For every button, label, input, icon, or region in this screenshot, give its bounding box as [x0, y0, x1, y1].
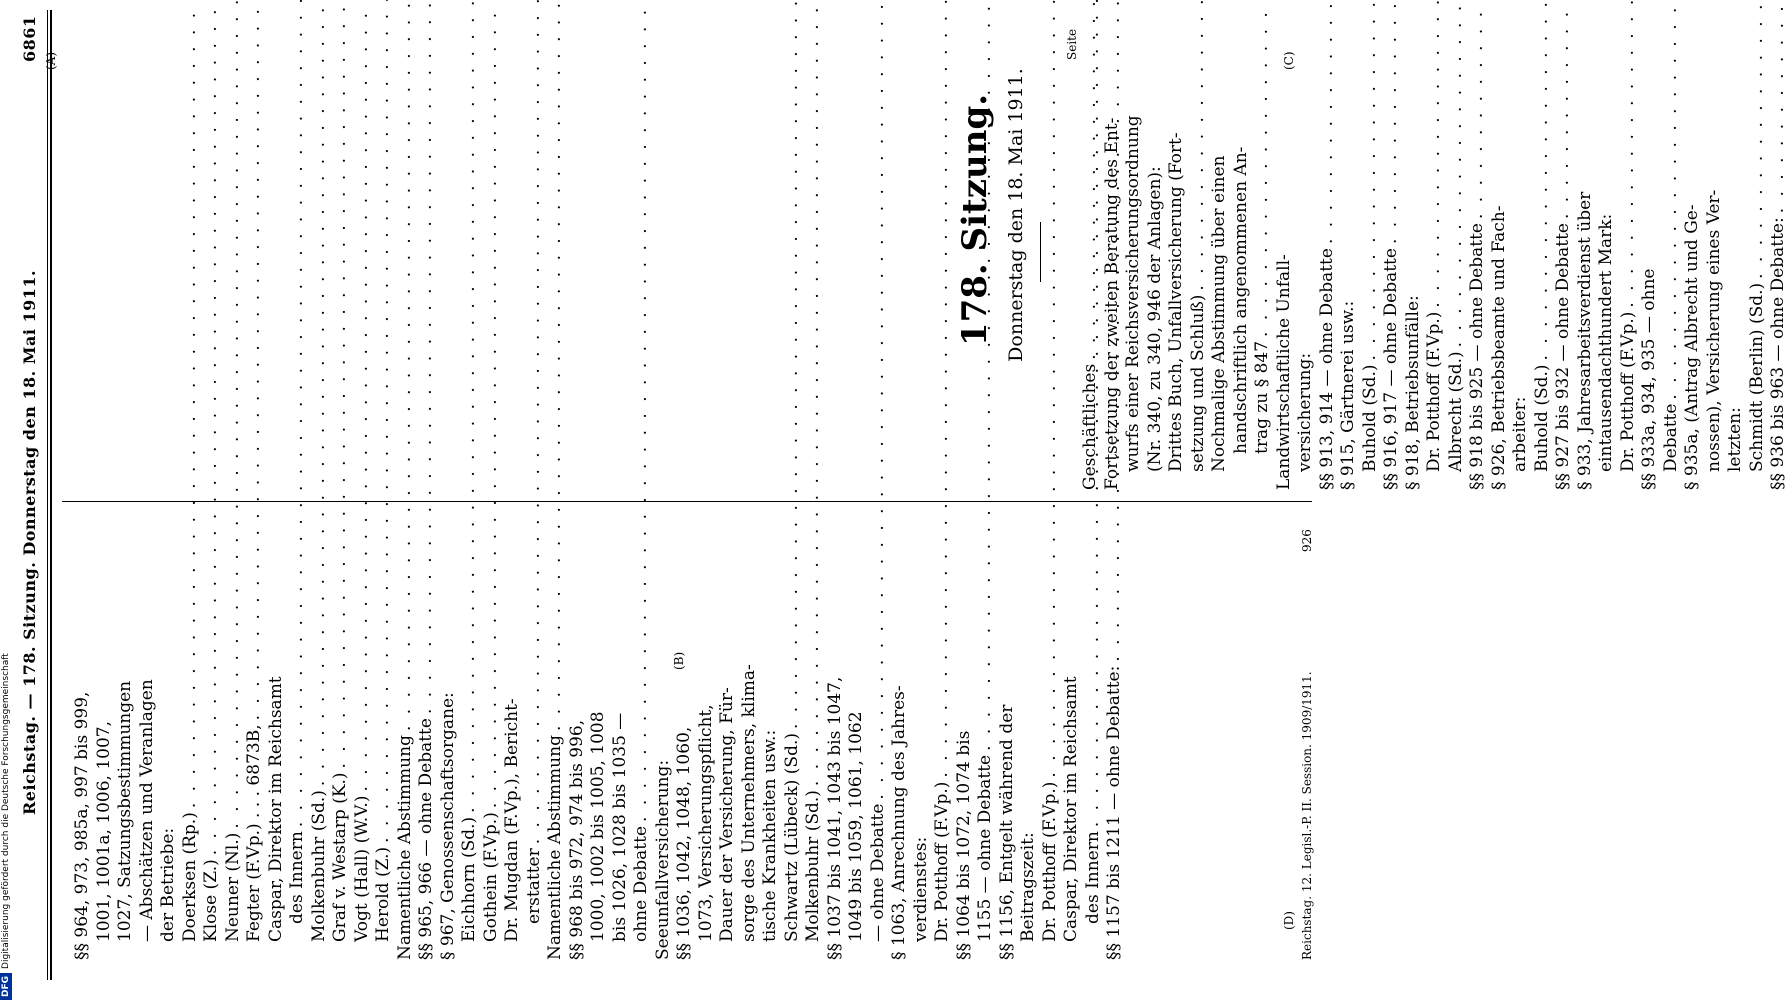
- toc-entry: [1274, 60, 1296, 490]
- toc-entry: [137, 520, 159, 960]
- toc-entry: [373, 520, 395, 960]
- toc-entry-text: §§ 933a, 934, 935 — ohne: [1639, 268, 1659, 490]
- toc-entry-text: Dauer der Versicherung, Für-: [717, 687, 737, 942]
- toc-entry-text: §§ 964, 973, 985a, 997 bis 999,: [72, 691, 92, 960]
- toc-entry-text: wurfs einer Reichsversicherungsordnung: [1123, 115, 1143, 472]
- toc-entry-text: §§ 968 bis 972, 974 bis 996,: [566, 719, 587, 960]
- toc-entry-text: Beitragszeit:: [1018, 832, 1038, 942]
- toc-entry: [1747, 60, 1769, 490]
- toc-entry: [610, 520, 632, 960]
- toc-entry-text: Landwirtschaftliche Unfall-: [1273, 254, 1294, 490]
- toc-entry: [997, 520, 1019, 960]
- toc-entry: [416, 520, 438, 960]
- toc-entry-text: des Innern: [287, 831, 307, 924]
- toc-entry: [739, 520, 761, 960]
- toc-entry: [438, 520, 460, 960]
- toc-entry: [696, 520, 718, 960]
- toc-entry: [1104, 520, 1126, 960]
- toc-entry-text: § 918, Betriebsunfälle:: [1402, 295, 1423, 490]
- toc-entry: [1467, 60, 1489, 490]
- toc-entry-leader: [782, 0, 804, 729]
- toc-entry: [717, 520, 739, 960]
- dfg-credit: [0, 0, 12, 1000]
- toc-entry-text: (Nr. 340, zu 340, 946 der Anlagen):: [1144, 166, 1165, 472]
- footer-left: Reichstag. 12. Legisl.-P. II. Session. 1909/1911.: [1300, 671, 1314, 960]
- toc-entry: [1338, 60, 1360, 490]
- toc-entry-leader: [1768, 0, 1790, 213]
- toc-entry: [395, 520, 417, 960]
- toc-entry: [825, 520, 847, 960]
- toc-entry-text: sorge des Unternehmers, klima-: [738, 664, 759, 942]
- toc-entry-text: Schmidt (Berlin) (Sd.): [1746, 282, 1767, 472]
- toc-entry-text: Vogt (Hall) (W.V.): [351, 795, 372, 942]
- toc-entry: [244, 520, 266, 960]
- toc-entry: [201, 520, 223, 960]
- toc-entry-leader: [1252, 0, 1274, 337]
- toc-entry: [760, 520, 782, 960]
- toc-right-column: [72, 520, 1126, 960]
- toc-entry: [94, 520, 116, 960]
- toc-entry-text: §§ 916, 917 — ohne Debatte: [1381, 248, 1401, 490]
- toc-entry: [1725, 60, 1747, 490]
- toc-entry-text: nossen), Versicherung eines Ver-: [1703, 189, 1724, 472]
- toc-entry-leader: [1747, 0, 1769, 279]
- toc-entry: [588, 520, 610, 960]
- toc-entry: [1209, 60, 1231, 490]
- toc-entry: [1317, 60, 1339, 490]
- toc-entry-text: Molkenbuhr (Sd.): [308, 790, 329, 942]
- toc-entry-leader: [868, 0, 890, 800]
- toc-entry-text: 1000, 1002 bis 1005, 1008: [588, 711, 608, 942]
- toc-entry-text: §§ 965, 966 — ohne Debatte: [416, 718, 436, 960]
- toc-entry: [1661, 60, 1683, 490]
- toc-entry-text: 1001, 1001a, 1006, 1007,: [93, 720, 114, 942]
- toc-entry-text: Gothein (F.Vp.): [480, 812, 501, 942]
- toc-entry: [1682, 60, 1704, 490]
- toc-entry-text: Schwartz (Lübeck) (Sd.): [781, 733, 802, 942]
- toc-entry-text: handschriftlich angenommenen An-: [1230, 146, 1251, 454]
- toc-entry-text: Namentliche Abstimmung: [394, 735, 415, 960]
- toc-entry: [1403, 60, 1425, 490]
- toc-entry-text: der Betriebe:: [158, 827, 178, 942]
- toc-entry-leader: [373, 0, 395, 843]
- toc-entry-text: Buhold (Sd.): [1359, 364, 1380, 472]
- toc-left-column: [1080, 60, 1790, 490]
- toc-entry-text: §§ 936 bis 963 — ohne Debatte:: [1768, 217, 1788, 490]
- toc-entry: [868, 520, 890, 960]
- toc-entry: [459, 520, 481, 960]
- toc-entry: [1166, 60, 1188, 490]
- page-header-title: Reichstag. — 178. Sitzung. Donnerstag den 18. Mai 1911.: [20, 269, 39, 815]
- toc-entry: [846, 520, 868, 960]
- toc-entry-text: bis 1026, 1028 bis 1035 —: [609, 712, 630, 942]
- toc-entry-text: Namentliche Abstimmung: [545, 735, 565, 960]
- toc-entry: [1618, 60, 1640, 490]
- toc-entry-text: Neuner (Nl.): [222, 832, 243, 942]
- toc-entry-text: arbeiter:: [1510, 396, 1530, 472]
- toc-entry-leader: [1040, 0, 1062, 778]
- side-label-a: (A): [44, 51, 58, 70]
- toc-entry: [1575, 60, 1597, 490]
- toc-entry-leader: [932, 0, 954, 778]
- toc-entry-text: § 935a, (Antrag Albrecht und Ge-: [1682, 204, 1702, 490]
- toc-entry: [782, 520, 804, 960]
- toc-entry: [1123, 60, 1145, 490]
- toc-entry-text: Fortsetzung der zweiten Beratung des Ent-: [1101, 117, 1122, 490]
- header-rule: [47, 10, 48, 980]
- toc-entry-leader: [1661, 0, 1683, 400]
- toc-entry-text: Dr. Potthoff (F.Vp.): [932, 781, 952, 942]
- toc-entry: [266, 520, 288, 960]
- toc-entry: [1704, 60, 1726, 490]
- dfg-logo: DFG: [0, 973, 12, 1000]
- toc-entry: [1446, 60, 1468, 490]
- toc-entry-leader: [803, 0, 825, 786]
- page-header-number: 6861: [20, 15, 39, 62]
- toc-entry-leader: [1381, 0, 1403, 244]
- toc-entry-text: § 933, Jahresarbeitsverdienst über: [1574, 191, 1595, 490]
- toc-entry-text: — ohne Debatte: [867, 803, 888, 942]
- toc-entry-leader: [1101, 0, 1126, 662]
- toc-entry: [1381, 60, 1403, 490]
- toc-entry: [115, 520, 137, 960]
- toc-entry-leader: [459, 0, 481, 813]
- toc-entry-text: § 926, Betriebsbeamte und Fach-: [1488, 205, 1509, 490]
- toc-entry: [932, 520, 954, 960]
- toc-entry-text: Debatte: [1660, 403, 1681, 472]
- toc-entry: [481, 520, 503, 960]
- toc-entry: [1768, 60, 1790, 490]
- toc-entry-text: Buhold (Sd.): [1531, 364, 1552, 472]
- toc-entry-text: §§ 927 bis 932 — ohne Debatte: [1553, 223, 1573, 490]
- side-label-b: (B): [672, 651, 686, 670]
- toc-entry: [1018, 520, 1040, 960]
- toc-entry-leader: [1188, 0, 1210, 291]
- toc-entry-text: versicherung:: [1295, 352, 1315, 472]
- toc-entry-text: §§ 913, 914 — ohne Debatte: [1316, 248, 1337, 490]
- toc-entry: [1553, 60, 1575, 490]
- toc-entry: [1360, 60, 1382, 490]
- toc-entry-text: § 967, Genossenschaftsorgane:: [437, 692, 458, 960]
- toc-entry-text: erstatter: [523, 848, 544, 924]
- toc-entry: [1489, 60, 1511, 490]
- toc-entry-leader: [1532, 0, 1554, 360]
- toc-entry-text: 1049 bis 1059, 1061, 1062: [846, 711, 866, 942]
- toc-entry: [911, 520, 933, 960]
- side-label-d: (D): [1282, 911, 1296, 930]
- toc-entry-leader: [309, 0, 331, 786]
- toc-entry-leader: [180, 0, 202, 808]
- toc-entry-leader: [223, 0, 245, 829]
- toc-entry: [567, 520, 589, 960]
- toc-entry: [889, 520, 911, 960]
- toc-entry-text: setzung und Schluß): [1187, 294, 1208, 472]
- dfg-credit-text: Digitalisierung gefördert durch die Deutsche Forschungsgemeinschaft: [1, 653, 11, 969]
- toc-entry: [631, 520, 653, 960]
- toc-entry-leader: [352, 0, 374, 792]
- toc-entry: [1510, 60, 1532, 490]
- toc-entry-leader: [1083, 0, 1105, 827]
- toc-entry: [223, 520, 245, 960]
- toc-entry-text: §§ 1036, 1042, 1048, 1060,: [674, 726, 694, 960]
- footer-right: 926: [1300, 529, 1314, 552]
- toc-entry: [1424, 60, 1446, 490]
- toc-entry: [502, 520, 524, 960]
- toc-entry: [1252, 60, 1274, 490]
- header-rule-double: [50, 10, 52, 980]
- toc-entry-text: Drittes Buch, Unfallversicherung (Fort-: [1166, 132, 1186, 472]
- toc-entry-leader: [395, 0, 417, 731]
- session-title: 178. Sitzung.: [955, 93, 995, 347]
- toc-entry-text: trag zu § 847: [1252, 340, 1272, 454]
- toc-entry: [309, 520, 331, 960]
- toc-entry: [653, 520, 675, 960]
- toc-entry-leader: [1317, 0, 1339, 244]
- session-date: Donnerstag den 18. Mai 1911.: [1005, 68, 1027, 362]
- toc-entry: [287, 520, 309, 960]
- toc-entry-text: Caspar, Direktor im Reichsamt: [1061, 676, 1081, 942]
- toc-entry-text: §§ 1157 bis 1211 — ohne Debatte:: [1104, 665, 1124, 960]
- toc-entry: [1639, 60, 1661, 490]
- toc-entry: [545, 520, 567, 960]
- toc-entry-text: Geschäftliches: [1080, 363, 1100, 490]
- toc-entry-text: Fegter (F.Vp.) . . . 6873B,: [244, 724, 264, 942]
- toc-entry-leader: [524, 0, 546, 844]
- toc-entry: [1596, 60, 1618, 490]
- toc-entry-text: Doerksen (Rp.): [179, 812, 200, 942]
- toc-entry: [180, 520, 202, 960]
- toc-entry-leader: [631, 0, 653, 822]
- toc-entry: [975, 520, 997, 960]
- toc-entry: [954, 520, 976, 960]
- toc-entry-text: Herold (Z.): [373, 846, 393, 942]
- toc-entry-text: Dr. Potthoff (F.Vp.): [1424, 311, 1444, 472]
- toc-entry-text: Graf v. Westarp (K.): [330, 772, 350, 942]
- toc-entry-text: Albrecht (Sd.): [1445, 351, 1466, 472]
- toc-entry: [1188, 60, 1210, 490]
- toc-entry: [1231, 60, 1253, 490]
- toc-entry-text: eintausendachthundert Mark:: [1596, 213, 1616, 472]
- toc-entry-text: §§ 1064 bis 1072, 1074 bis: [953, 730, 974, 960]
- toc-entry-text: Molkenbuhr (Sd.): [803, 790, 823, 942]
- toc-entry: [1061, 520, 1083, 960]
- toc-entry: [158, 520, 180, 960]
- toc-entry-leader: [975, 0, 997, 751]
- seite-label: Seite: [1065, 28, 1079, 60]
- toc-entry: [72, 520, 94, 960]
- toc-entry-leader: [1618, 0, 1640, 308]
- toc-entry-leader: [1467, 0, 1489, 219]
- toc-entry-text: Caspar, Direktor im Reichsamt: [265, 676, 286, 942]
- toc-entry-text: tische Krankheiten usw.:: [760, 729, 780, 942]
- toc-entry-leader: [1424, 0, 1446, 308]
- toc-entry: [1083, 520, 1105, 960]
- toc-entry-leader: [330, 0, 352, 768]
- toc-entry-leader: [545, 0, 567, 731]
- toc-entry-leader: [481, 0, 503, 808]
- toc-entry-text: Dr. Mugdan (F.Vp.), Bericht-: [502, 698, 522, 942]
- toc-entry-text: §§ 918 bis 925 — ohne Debatte: [1467, 223, 1487, 490]
- toc-entry-leader: [416, 0, 438, 714]
- toc-entry: [803, 520, 825, 960]
- toc-entry-text: ohne Debatte: [631, 825, 651, 942]
- toc-entry-text: 1155 — ohne Debatte: [975, 754, 995, 942]
- toc-entry: [1040, 520, 1062, 960]
- toc-entry-leader: [1446, 0, 1468, 347]
- toc-entry: [330, 520, 352, 960]
- side-label-c: (C): [1282, 51, 1296, 70]
- toc-entry-text: — Abschätzen und Veranlagen: [136, 679, 157, 942]
- toc-entry: [674, 520, 696, 960]
- toc-entry-leader: [1553, 0, 1575, 219]
- toc-entry-text: Dr. Potthoff (F.Vp.): [1039, 781, 1060, 942]
- toc-entry: [1532, 60, 1554, 490]
- toc-entry-text: letzten:: [1725, 407, 1745, 472]
- toc-entry-leader: [287, 0, 309, 827]
- toc-entry-text: § 1063, Anrechnung des Jahres-: [889, 685, 909, 960]
- toc-entry-leader: [201, 0, 223, 855]
- toc-entry: [524, 520, 546, 960]
- toc-entry: [1295, 60, 1317, 490]
- toc-entry-text: Dr. Potthoff (F.Vp.): [1617, 311, 1638, 472]
- toc-entry-text: 1027, Satzungsbestimmungen: [115, 680, 135, 942]
- toc-entry-leader: [244, 0, 266, 720]
- toc-entry-text: Nochmalige Abstimmung über einen: [1209, 155, 1229, 472]
- toc-entry: [352, 520, 374, 960]
- toc-entry: [1145, 60, 1167, 490]
- toc-entry-text: 1073, Versicherungspflicht,: [695, 704, 716, 942]
- toc-entry-text: Eichhorn (Sd.): [459, 816, 479, 942]
- toc-entry-text: verdienstes:: [910, 836, 931, 942]
- toc-entry-text: des Innern: [1082, 831, 1103, 924]
- toc-entry-leader: [1360, 0, 1382, 360]
- toc-entry-text: §§ 1037 bis 1041, 1043 bis 1047,: [824, 676, 845, 960]
- toc-entry-text: Klose (Z.): [201, 859, 221, 942]
- toc-entry-text: Seeunfallversicherung:: [652, 759, 673, 960]
- toc-entry-text: §§ 1156, Entgelt während der: [996, 704, 1017, 960]
- toc-entry-text: § 915, Gärtnerei usw.:: [1338, 300, 1358, 490]
